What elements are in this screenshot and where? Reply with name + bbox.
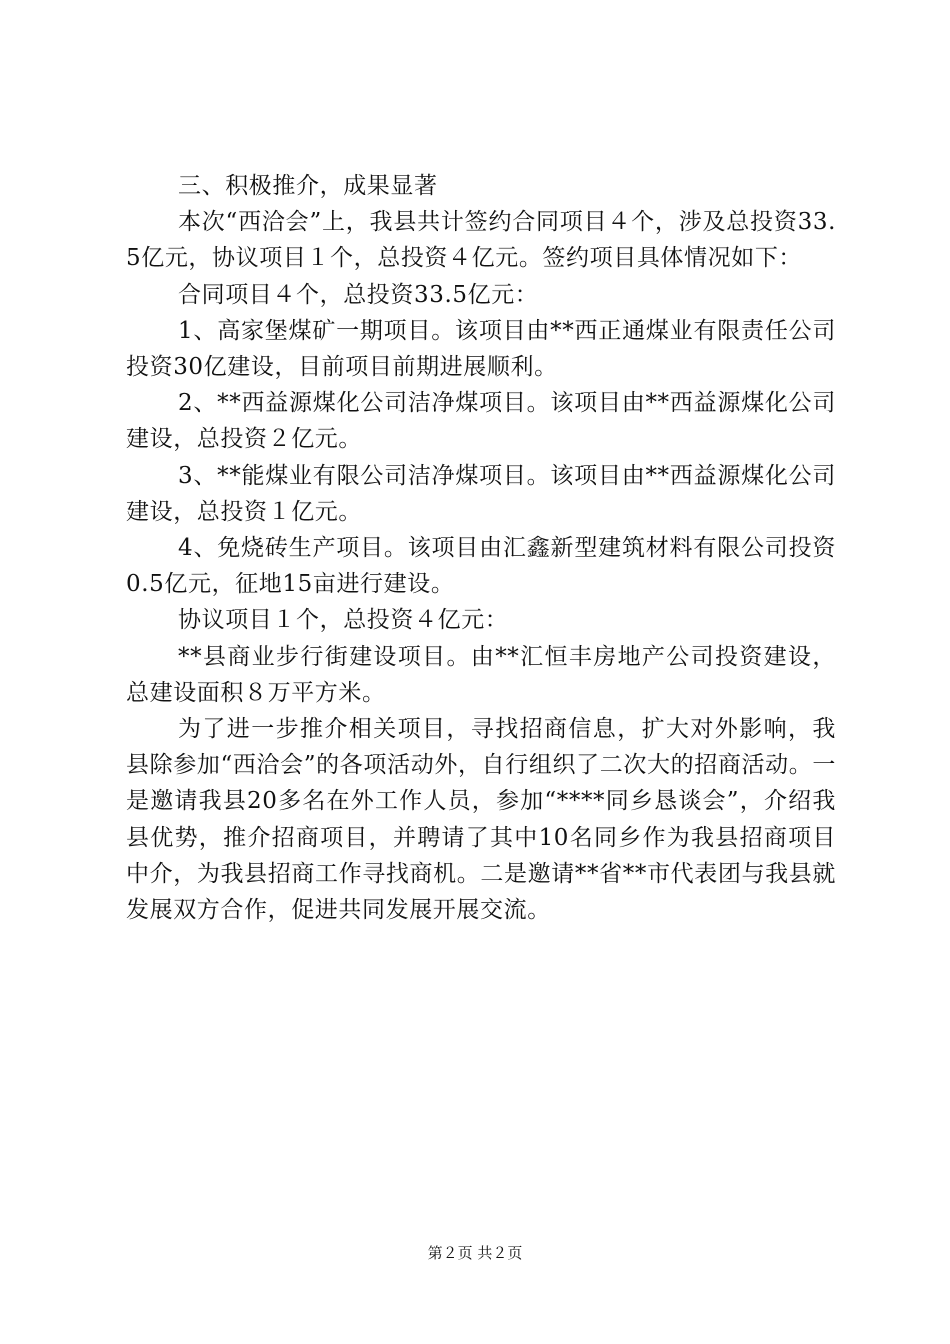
agreement-project-item: **县商业步行街建设项目。由**汇恒丰房地产公司投资建设，总建设面积８万平方米。	[126, 643, 836, 706]
contract-projects-heading: 合同项目４个，总投资33.5亿元：	[178, 281, 539, 308]
section-heading: 三、积极推介，成果显著	[178, 173, 438, 199]
project-item-3: 3、**能煤业有限公司洁净煤项目。该项目由**西益源煤化公司建设，总投资１亿元。	[126, 462, 836, 525]
project-item-1: 1、高家堡煤矿一期项目。该项目由**西正通煤业有限责任公司投资30亿建设，目前项目前期进展顺利。	[126, 317, 836, 381]
document-body	[126, 168, 836, 928]
page-number-footer: 第２页 共２页	[427, 1244, 523, 1262]
agreement-projects-heading: 协议项目１个，总投资４亿元：	[178, 607, 509, 634]
intro-paragraph: 本次“西洽会”上，我县共计签约合同项目４个，涉及总投资33.5亿元，协议项目１个，总投资４亿元。签约项目具体情况如下：	[126, 209, 836, 272]
project-item-4: 4、免烧砖生产项目。该项目由汇鑫新型建筑材料有限公司投资0.5亿元，征地15亩进行建设。	[126, 535, 836, 598]
promotion-paragraph: 为了进一步推介相关项目，寻找招商信息，扩大对外影响，我县除参加“西洽会”的各项活动外，自行组织了二次大的招商活动。一是邀请我县20多名在外工作人员，参加“****同乡恳谈会”，介绍我县优势，推介招商项目，并聘请了其中10名同乡作为我县招商项目中介，为我县招商工作寻找商机。二是邀请**省**市代表团与我县就发展双方合作，促进共同发展开展交流。	[126, 716, 836, 924]
project-item-2: 2、**西益源煤化公司洁净煤项目。该项目由**西益源煤化公司建设，总投资２亿元。	[126, 390, 836, 453]
